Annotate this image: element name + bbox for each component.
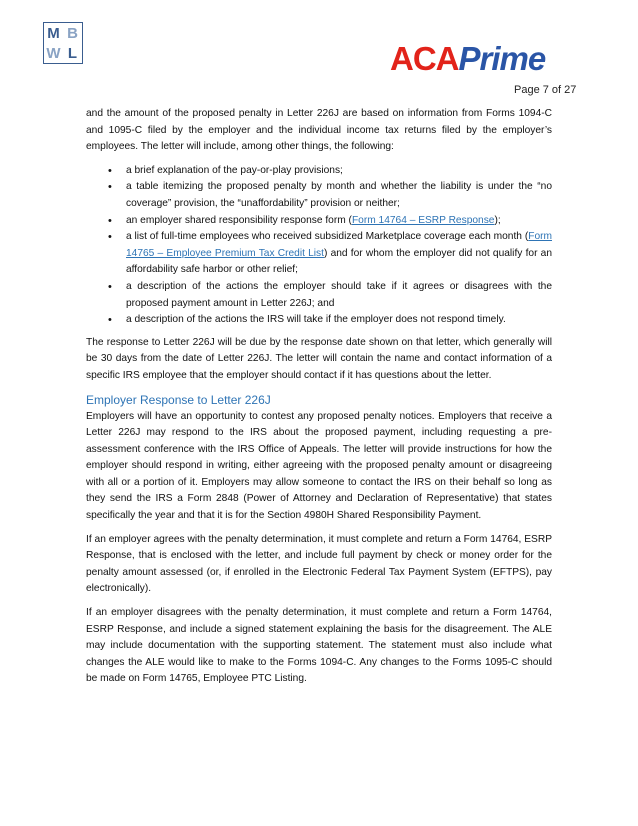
- list-item: • a description of the actions the IRS will take if the employer does not respond timely.: [126, 312, 552, 329]
- list-item-text-tail: ) and for whom the employer did not qualify for an affordability safe harbor or other relief;: [126, 247, 553, 276]
- intro-paragraph: and the amount of the proposed penalty in Letter 226J are based on information from Forms 1094-C and 1095-C filed by the employer and the individual income tax returns filed by the employer’s employees. The letter will include, among other things, the following:: [86, 108, 552, 153]
- list-item-text: a list of full-time employees who received subsidized Marketplace coverage each month (: [126, 231, 529, 243]
- response-paragraph: The response to Letter 226J will be due by the response date shown on that letter, which generally will be 30 days from the date of Letter 226J. The letter will contain the name and contact information of a specific IRS employee that the employer should contact if it has questions about the letter.: [86, 336, 552, 381]
- document-body: [86, 106, 552, 688]
- mbwl-logo: [43, 22, 83, 64]
- list-item-text-tail: );: [494, 214, 501, 226]
- logo-aca: ACA: [390, 40, 459, 77]
- mbwl-letter: W: [46, 44, 61, 62]
- acaprime-logo: [390, 42, 545, 75]
- mbwl-letter: B: [67, 24, 78, 42]
- body-paragraph: If an employer disagrees with the penalty determination, it must complete and return a Form 14764, ESRP Response, and include a signed statement explaining the basis for the disagreement. The ALE may include documentation with the supporting statement. The statement must also include what changes the ALE would like to make to the Forms 1094-C. Any changes to the Forms 1095-C should be made on Form 14765, Employee PTC Listing.: [86, 607, 552, 685]
- list-item: • a description of the actions the employer should take if it agrees or disagrees with the proposed payment amount in Letter 226J; and: [126, 279, 552, 312]
- form-14764-link[interactable]: Form 14764 – ESRP Response: [351, 214, 495, 226]
- body-paragraph: Employers will have an opportunity to contest any proposed penalty notices. Employers that receive a Letter 226J may respond to the IRS about the proposed payment, including requesting a pre-assessment conference with the IRS Office of Appeals. The letter will provide instructions for how the employer should respond in writing, either agreeing with the proposed penalty amount or disagreeing with all or a portion of it. Employers may allow someone to contact the IRS on their behalf so long as they send the IRS a Form 2848 (Power of Attorney and Declaration of Representative) that states specifically the year and that it is for the Section 4980H Shared Responsibility Payment.: [86, 410, 552, 522]
- body-paragraph: If an employer agrees with the penalty determination, it must complete and return a Form 14764, ESRP Response, that is enclosed with the letter, and include full payment by check or money order for the penalty amount assessed (or, if enrolled in the Electronic Federal Tax Payment System (EFTPS), pay electronically).: [86, 533, 552, 595]
- logo-prime: Prime: [458, 40, 546, 77]
- list-item: • a brief explanation of the pay-or-play provisions;: [126, 163, 552, 180]
- section-heading: Employer Response to Letter 226J: [86, 392, 271, 407]
- page-number: Page 7 of 27: [514, 84, 577, 96]
- list-item: [126, 213, 552, 230]
- list-item: [126, 229, 552, 279]
- list-item: • a table itemizing the proposed penalty by month and whether the liability is under the “no coverage” provision, the “unaffordability” provision or neither;: [126, 179, 552, 212]
- letter-contents-list: [86, 163, 552, 329]
- mbwl-letter: M: [47, 24, 60, 42]
- form-14765-link[interactable]: Form 14765 – Employee Premium Tax Credit List: [126, 231, 552, 259]
- mbwl-letter: L: [67, 44, 78, 62]
- list-item-text: an employer shared responsibility response form (: [126, 214, 352, 226]
